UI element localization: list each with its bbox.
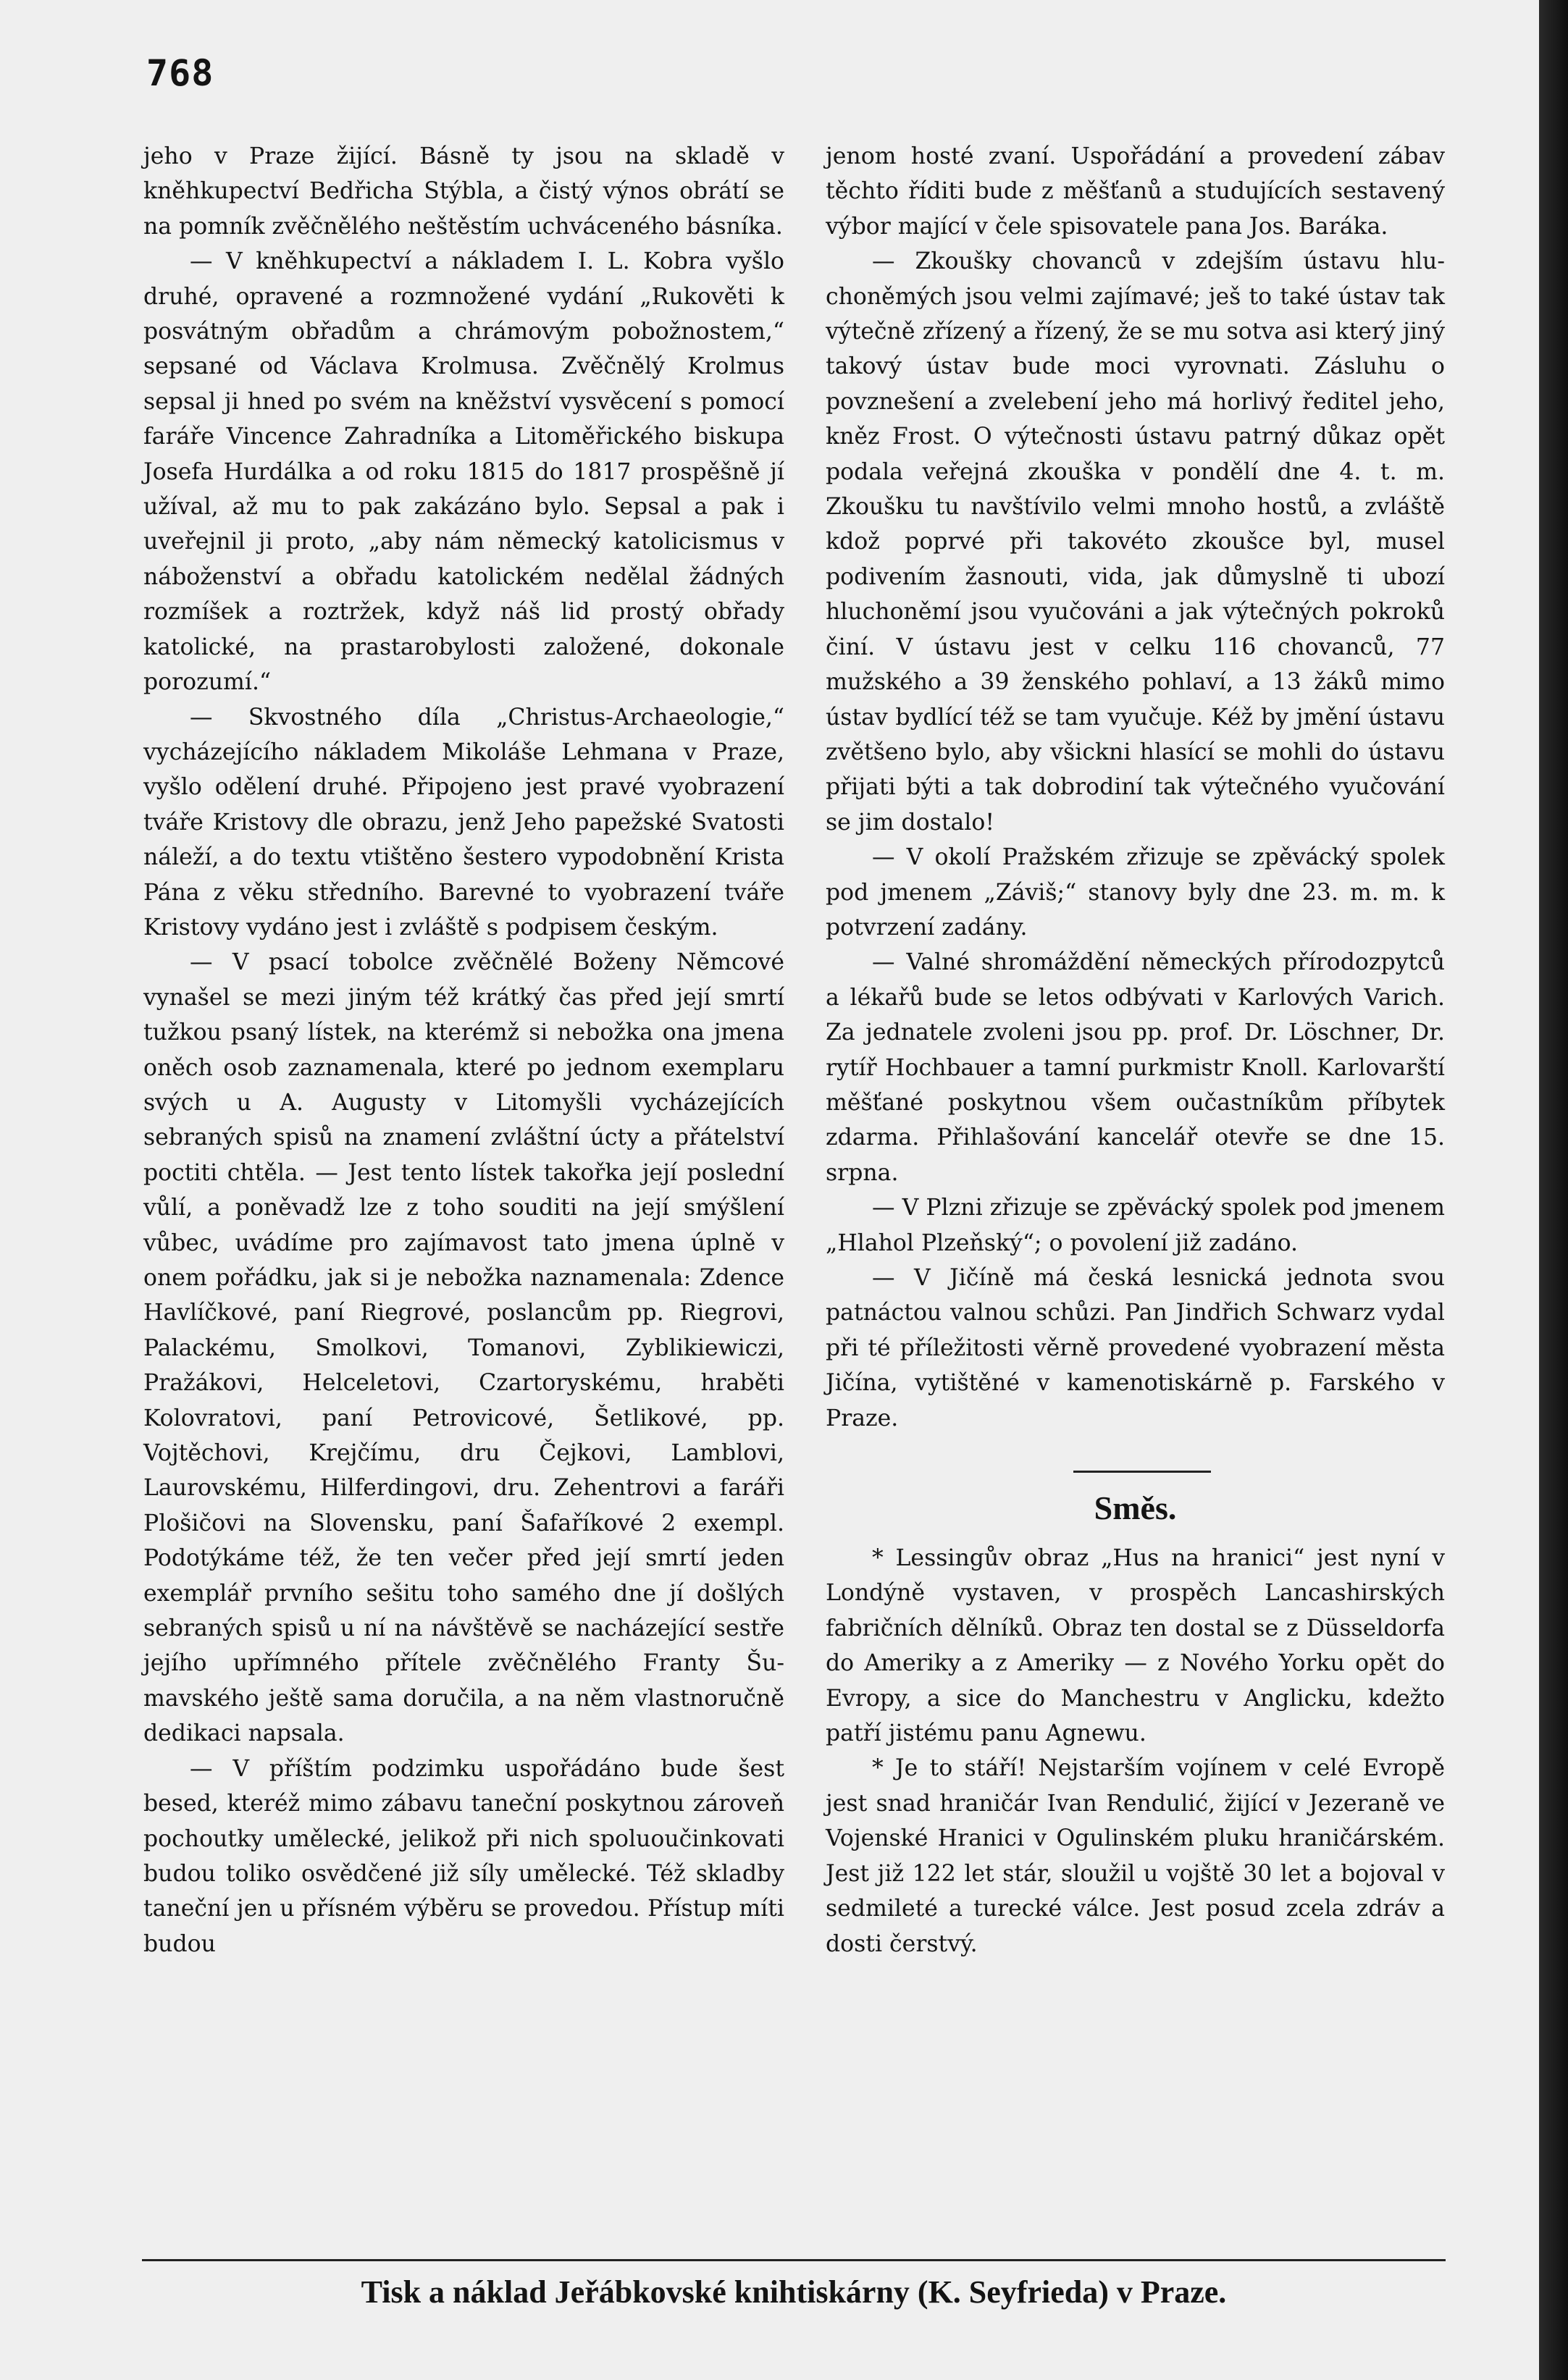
right-column: [826, 139, 1445, 1961]
paragraph: — V příštím podzimku uspořádáno bude šest besed, kteréž mimo zábavu taneční poskytnou zároveň pochoutky umělecké, jelikož při nich spoluoučinkovati budou toliko osvědčené již síly umělecké. Též skladby taneční jen u přísném výběru se provedou. Přístup míti budou: [143, 1755, 784, 1957]
paragraph: — Skvostného díla „Christus-Archaeologie,“ vycházejícího nákladem Mikoláše Lehmana v Praze, vyšlo odělení druhé. Připojeno jest pravé vyobrazení tváře Kristovy dle obrazu, jenž Jeho papežské Svatosti náleží, a do textu vtištěno šestero vypodobnění Krista Pána z věku středního. Barevné to vyobrazení tváře Kristovy vydáno jest i zvláště s podpisem českým.: [143, 704, 784, 941]
printer-imprint: Tisk a náklad Jeřábkovské knihtiskárny (K. Seyfrieda) v Praze.: [361, 2274, 1227, 2310]
page-number: 768: [146, 52, 214, 94]
paragraph: — Zkoušky chovanců v zdejším ústavu hluchoněmých jsou velmi zajímavé; ješ to také ústav tak výtečně zřízený a řízený, že se mu sotva asi který jiný takový ústav bude moci vyrovnati. Zásluhu o povznešení a zvelebení jeho má horlivý ředitel jeho, kněz Frost. O výtečnosti ústavu patrný důkaz opět podala veřejná zkouška v pondělí dne 4. t. m. Zkoušku tu navštívilo velmi mnoho hostů, a zvláště kdož poprvé při takovéto zkoušce byl, musel podivením žasnouti, vida, jak důmyslně ti ubozí hluchoněmí jsou vyučováni a jak výtečných pokroků činí. V ústavu jest v celku 116 chovanců, 77 mužského a 39 ženského pohlaví, a 13 žáků mimo ústav bydlící též se tam vyučuje. Kéž by jmění ústavu zvětšeno bylo, aby všickni hlasící se mohli do ústavu přijati býti a tak dobrodiní tak výtečného vyučování se jim dostalo!: [826, 248, 1445, 836]
paragraph: jenom hosté zvaní. Uspořádání a provedení zábav těchto říditi bude z měšťanů a studujících sestavený výbor mající v čele spisovatele pana Jos. Baráka.: [826, 143, 1445, 240]
paragraph: — V kněhkupectví a nákladem I. L. Kobra vyšlo druhé, opravené a rozmnožené vydání „Rukověti k posvátným obřadům a chrámovým pobožnostem,“ sepsané od Václava Krolmusa. Zvěčnělý Krolmus sepsal ji hned po svém na kněžství vysvěcení s pomocí faráře Vincence Zahradníka a Litoměřického biskupa Josefa Hurdálka a od roku 1815 do 1817 prospěšně jí užíval, až mu to pak zakázáno bylo. Sepsal a pak i uveřejnil ji proto, „aby nám německý katolicismus v náboženství a obřadu katolickém nedělal žádných rozmíšek a roztržek, když náš lid prostý obřady katolické, na prastarobylosti založené, dokonale porozumí.“: [143, 248, 784, 696]
paragraph: — V okolí Pražském zřizuje se zpěvácký spolek pod jmenem „Záviš;“ stanovy byly dne 23. m. m. k potvrzení zadány.: [826, 844, 1445, 941]
paragraph: * Je to stáří! Nejstarším vojínem v celé Evropě jest snad hraničár Ivan Rendulić, žijící v Jezeraně ve Vojenské Hranici v Ogulinském pluku hraničárském. Jest již 122 let stár, sloužil u vojště 30 let a bojoval v sedmileté a turecké válce. Jest posud zcela zdráv a dosti čerstvý.: [826, 1755, 1445, 1957]
paragraph: — V Plzni zřizuje se zpěvácký spolek pod jmenem „Hlahol Plzeňský“; o povolení již zadáno.: [826, 1195, 1445, 1256]
page-edge: [1539, 0, 1568, 2380]
section-divider: [1073, 1471, 1211, 1473]
paragraph: * Lessingův obraz „Hus na hranici“ jest nyní v Londýně vystaven, v prospěch Lancashirských fabričních dělníků. Obraz ten dostal se z Düsseldorfa do Ameriky a z Ameriky — z Nového Yorku opět do Evropy, a sice do Manchestru v Anglicku, kdežto patří jistému panu Agnewu.: [826, 1545, 1445, 1747]
paragraph: — Valné shromáždění německých přírodozpytců a lékařů bude se letos odbývati v Karlových Varich. Za jednatele zvoleni jsou pp. prof. Dr. Löschner, Dr. rytíř Hochbauer a tamní purkmistr Knoll. Karlovarští měšťané poskytnou všem oučastníkům příbytek zdarma. Přihlašování kancelář otevře se dne 15. srpna.: [826, 949, 1445, 1186]
paragraph: — V psací tobolce zvěčnělé Boženy Němcové vynašel se mezi jiným též krátký čas před její smrtí tužkou psaný lístek, na kterémž si nebožka ona jmena oněch osob zaznamenala, které po jednom exemplaru svých u A. Augusty v Litomyšli vycházejících sebraných spisů na znamení zvláštní úcty a přátelství poctiti chtěla. — Jest tento lístek takořka její poslední vůlí, a poněvadž lze z toho souditi na její smýšlení vůbec, uvádíme pro zajímavost tato jmena úplně v onem pořádku, jak si je nebožka naznamenala: Zdence Havlíčkové, paní Riegrové, poslancům pp. Riegrovi, Palackému, Smolkovi, Tomanovi, Zyblikiewiczi, Pražákovi, Helceletovi, Czartoryskému, hraběti Kolovratovi, paní Petrovicové, Šetlikové, pp. Vojtěchovi, Krejčímu, dru Čejkovi, Lamblovi, Laurovskému, Hilferdingovi, dru. Zehentrovi a faráři Plošičovi na Slovensku, paní Šafaříkové 2 exempl. Podotýkáme též, že ten večer před její smrtí jeden exemplář prvního sešitu toho samého dne jí došlých sebraných spisů u ní na návštěvě se nacházející sestře jejího upřímného přítele zvěčnělého Franty Šumavského ještě sama doručila, a na něm vlastnoručně dedikaci napsala.: [143, 949, 784, 1747]
left-column: [143, 139, 784, 1961]
paragraph: — V Jičíně má česká lesnická jednota svou patnáctou valnou schůzi. Pan Jindřich Schwarz vydal při té příležitosti věrně provedené vyobrazení města Jičína, vytištěné v kamenotiskárně p. Farského v Praze.: [826, 1265, 1445, 1431]
section-heading: Směs.: [1094, 1489, 1177, 1527]
paragraph: jeho v Praze žijící. Básně ty jsou na skladě v kněhkupectví Bedřicha Stýbla, a čistý výnos obrátí se na pomník zvěčnělého neštěstím uchváceného básníka.: [143, 143, 784, 240]
footer-rule: [142, 2259, 1446, 2261]
